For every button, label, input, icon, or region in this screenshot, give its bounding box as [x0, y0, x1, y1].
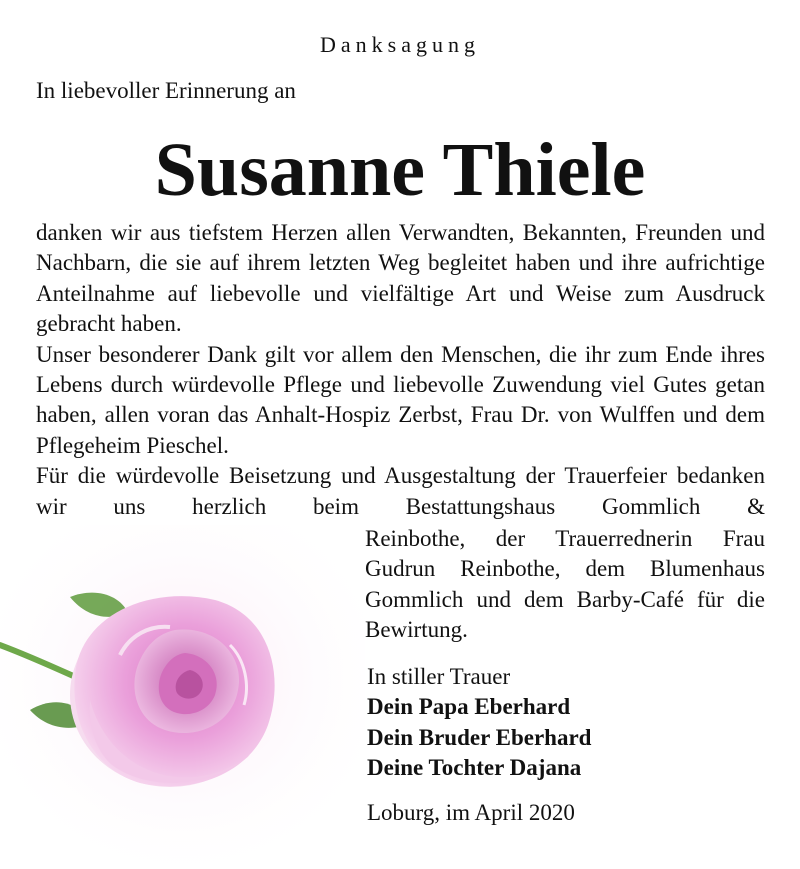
paragraph-thanks-funeral: Für die würdevolle Beisetzung und Ausgestaltung der Trauerfeier bedanken wir uns herzlich beim Bestattungshaus Gommlich &: [36, 463, 765, 519]
thanks-text-continued: [365, 524, 765, 646]
deceased-name: Susanne Thiele: [154, 128, 646, 212]
paragraph-thanks-care: Unser besonderer Dank gilt vor allem den Menschen, die ihr zum Ende ihres Lebens durch würdevolle Pflege und liebevolle Zuwendung viel Gutes getan haben, allen voran das Anhalt-Hospiz Zerbst, Frau Dr. von Wulffen und dem Pflegeheim Pieschel.: [36, 341, 765, 458]
paragraph-thanks-funeral-continued: Reinbothe, der Trauerrednerin Frau Gudrun Reinbothe, dem Blumenhaus Gommlich und dem Barby-Café für die Bewirtung.: [365, 526, 765, 643]
paragraph-thanks-relatives: danken wir aus tiefstem Herzen allen Verwandten, Bekannten, Freunden und Nachbarn, die sie auf ihrem letzten Weg begleitet haben und ihre aufrichtige Anteilnahme auf liebevolle und vielfältige Art und Weise zum Ausdruck gebracht haben.: [36, 220, 765, 337]
thanks-text: [36, 218, 765, 522]
pink-rose-icon: [0, 525, 365, 869]
mourning-line: In stiller Trauer: [367, 664, 511, 689]
signer-tochter: Deine Tochter Dajana: [367, 755, 582, 781]
signer-papa: Dein Papa Eberhard: [367, 694, 571, 720]
intro-line: In liebevoller Erinnerung an: [36, 78, 296, 103]
signature-block: [367, 662, 591, 784]
place-date: Loburg, im April 2020: [367, 800, 575, 825]
signer-bruder: Dein Bruder Eberhard: [367, 724, 592, 750]
heading: Danksagung: [320, 32, 480, 57]
